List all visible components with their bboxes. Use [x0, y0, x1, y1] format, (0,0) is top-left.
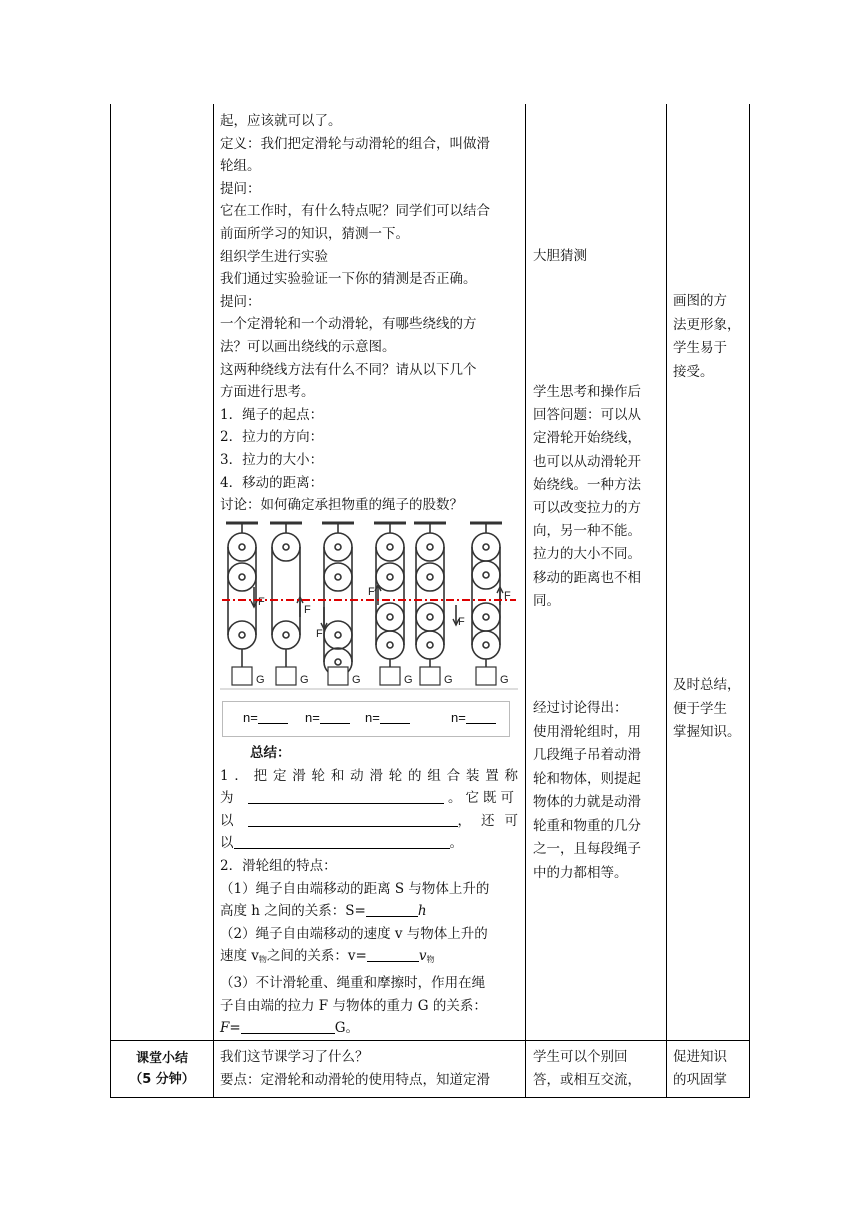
text-line: 方面进行思考。	[220, 384, 315, 401]
text-line: 定滑轮开始绕线，	[533, 430, 641, 447]
text-line: 接受。	[673, 363, 714, 380]
moving-pulley-icon	[472, 603, 500, 631]
text-line: 前面所学习的知识，猜测一下。	[220, 225, 409, 242]
fixed-pulley-icon	[324, 563, 352, 591]
fixed-pulley-icon	[228, 533, 256, 561]
text-fragment: 速度 v	[220, 948, 259, 965]
pulley-axle	[239, 632, 245, 638]
pulley-axle	[335, 659, 341, 665]
fill-blank	[366, 902, 418, 917]
fill-blank	[248, 789, 444, 804]
moving-pulley-icon	[416, 603, 444, 631]
text-line: 讨论：如何确定承担物重的绳子的股数？	[220, 497, 463, 514]
pulley-axle	[283, 632, 289, 638]
pulley-axle	[335, 574, 341, 580]
text-line: 物体的力就是动滑	[533, 794, 641, 810]
pulley-axle	[427, 642, 433, 648]
pulley-axle	[483, 642, 489, 648]
text-line: 拉力的大小不同。	[533, 546, 641, 563]
text-fragment: 以	[220, 812, 234, 829]
student-activity-guess	[533, 245, 587, 268]
text-fragment: 。它既可	[448, 790, 518, 807]
design-intent-drawing	[673, 290, 741, 384]
pulley-axle	[427, 544, 433, 550]
pulley-axle	[427, 574, 433, 580]
moving-pulley-icon	[472, 631, 500, 659]
teacher-activity-text	[220, 110, 520, 517]
table-divider-1	[213, 104, 214, 1098]
text-line: 这两种绕线方法有什么不同？请从以下几个	[220, 361, 477, 378]
subscript: 物	[426, 955, 435, 965]
summary-item-1-line2	[220, 787, 518, 810]
text-line: 回答问题：可以从	[533, 407, 641, 424]
table-divider-3	[666, 104, 667, 1098]
pulley-axle	[239, 544, 245, 550]
text-line: 经过讨论得出：	[533, 700, 628, 716]
text-fragment: G。	[334, 1020, 359, 1037]
student-activity-answer	[533, 381, 641, 613]
teacher-activity-recap	[220, 1046, 490, 1091]
pulley-axle	[483, 614, 489, 620]
text-fragment: ，还可	[457, 812, 528, 829]
load-block-icon	[420, 667, 440, 685]
force-label: F	[458, 616, 465, 628]
force-label: F	[258, 596, 265, 608]
text-line: 促进知识	[673, 1049, 727, 1065]
load-block-icon	[232, 667, 252, 685]
answer-blank	[466, 711, 496, 724]
text-line: 1．绳子的起点：	[220, 406, 324, 423]
fill-blank	[248, 812, 458, 827]
text-line: 轮和物体，则提起	[533, 770, 641, 787]
text-line: 2．拉力的方向：	[220, 429, 324, 446]
load-block-icon	[276, 667, 296, 685]
text-line: 可以改变拉力的方	[533, 500, 641, 517]
answer-blank	[258, 711, 288, 724]
text-line: 轮组。	[220, 158, 261, 175]
force-label: F	[304, 604, 311, 616]
text-line: 它在工作时，有什么特点呢？同学们可以结合	[220, 203, 490, 220]
text-line: 掌握知识。	[673, 724, 741, 740]
pulley-axle	[239, 574, 245, 580]
summary-item-2: 2．滑轮组的特点：	[220, 857, 337, 874]
weight-label: G	[352, 674, 361, 686]
n-label: n=	[365, 710, 380, 725]
text-line: 我们通过实验验证一下你的猜测是否正确。	[220, 271, 477, 288]
stage-title: 课堂小结	[135, 1051, 188, 1066]
pulley-axle	[387, 642, 393, 648]
text-line: 便于学生	[673, 700, 727, 717]
text-line: 移动的距离也不相	[533, 569, 641, 586]
row-divider	[110, 1040, 750, 1041]
moving-pulley-icon	[416, 631, 444, 659]
pulley-axle	[335, 544, 341, 550]
text-fragment: 。	[449, 835, 463, 852]
weight-label: G	[404, 674, 413, 686]
text-fragment: h	[417, 903, 427, 920]
text-line: 及时总结，	[673, 677, 741, 693]
feature-3-line1: （3）不计滑轮重、绳重和摩擦时，作用在绳	[220, 974, 486, 991]
text-line: 中的力都相等。	[533, 864, 628, 881]
summary-item-1-line4	[220, 832, 518, 855]
moving-pulley-icon	[376, 603, 404, 631]
force-label: F	[316, 628, 323, 640]
text-line: 我们这节课学习了什么？	[220, 1049, 369, 1065]
fixed-pulley-icon	[472, 533, 500, 561]
feature-1-line2	[220, 900, 518, 923]
pulley-axle	[427, 614, 433, 620]
text-fragment: v	[418, 948, 427, 965]
text-line: 学生可以个别回	[533, 1049, 628, 1065]
text-line: 大胆猜测	[533, 248, 587, 264]
summary-title: 总结：	[250, 745, 291, 761]
feature-3-line3	[220, 1017, 518, 1040]
text-line: 4．移动的距离：	[220, 474, 324, 491]
text-line: 法更形象，	[673, 316, 741, 333]
design-intent-summary	[673, 674, 741, 745]
table-border-right	[749, 104, 750, 1098]
text-line: 法？可以画出绕线的示意图。	[220, 338, 396, 355]
text-line: 组织学生进行实验	[220, 248, 328, 265]
force-label: F	[504, 590, 511, 602]
table-border-left	[110, 104, 111, 1098]
fill-blank	[234, 834, 450, 849]
weight-label: G	[300, 674, 309, 686]
moving-pulley-icon	[324, 621, 352, 649]
text-line: 提问：	[220, 180, 261, 197]
load-block-icon	[328, 667, 348, 685]
table-border-bottom	[110, 1097, 750, 1098]
feature-1-line1: （1）绳子自由端移动的距离 S 与物体上升的	[220, 880, 490, 897]
pulley-axle	[387, 614, 393, 620]
stage-duration: （5 分钟）	[129, 1072, 195, 1087]
text-line: 提问：	[220, 293, 261, 310]
load-block-icon	[476, 667, 496, 685]
text-line: 也可以从动滑轮开	[533, 453, 641, 470]
text-line: 的巩固掌	[673, 1071, 727, 1088]
feature-3-line2: 子自由端的拉力 F 与物体的重力 G 的关系：	[220, 997, 487, 1014]
text-fragment: 之间的关系：v=	[266, 948, 367, 965]
text-line: 始绕线。一种方法	[533, 476, 641, 493]
text-line: 定义：我们把定滑轮与动滑轮的组合，叫做滑	[220, 135, 490, 152]
rope-count-answer-row	[222, 701, 510, 737]
feature-2-line2	[220, 945, 518, 972]
summary-item-1-line3	[220, 810, 528, 833]
answer-blank	[380, 711, 410, 724]
summary-section	[220, 742, 528, 1040]
text-line: 向，另一种不能。	[533, 523, 641, 540]
moving-pulley-icon	[228, 621, 256, 649]
feature-2-line1: （2）绳子自由端移动的速度 v 与物体上升的	[220, 925, 488, 942]
text-fragment: 以	[220, 835, 234, 852]
moving-pulley-icon	[376, 631, 404, 659]
moving-pulley-icon	[272, 621, 300, 649]
n-label: n=	[451, 710, 466, 725]
student-activity-conclusion	[533, 697, 641, 885]
text-line: 学生思考和操作后	[533, 384, 641, 400]
table-divider-2	[525, 104, 526, 1098]
fixed-pulley-icon	[272, 533, 300, 561]
weight-label: G	[444, 674, 453, 686]
fill-blank	[241, 1019, 335, 1034]
text-line: 一个定滑轮和一个动滑轮，有哪些绕线的方	[220, 316, 477, 333]
design-intent-recap	[673, 1046, 727, 1091]
fixed-pulley-icon	[324, 533, 352, 561]
n-label: n=	[305, 710, 320, 725]
subscript: 物	[258, 955, 267, 965]
student-activity-recap	[533, 1046, 641, 1091]
text-line: 几段绳子吊着动滑	[533, 747, 641, 763]
text-line: 画图的方	[673, 293, 727, 309]
text-line: 要点：定滑轮和动滑轮的使用特点，知道定滑	[220, 1071, 490, 1088]
summary-item-1: 1．把定滑轮和动滑轮的组合装置称	[220, 767, 518, 784]
pulley-axle	[335, 632, 341, 638]
text-line: 轮重和物重的几分	[533, 817, 641, 834]
stage-label	[110, 1048, 214, 1090]
n-label: n=	[243, 710, 258, 725]
weight-label: G	[256, 674, 265, 686]
text-line: 3．拉力的大小：	[220, 451, 324, 468]
load-block-icon	[380, 667, 400, 685]
pulley-axle	[387, 544, 393, 550]
answer-blank	[320, 711, 350, 724]
force-label: F	[368, 586, 375, 598]
pulley-systems-figure	[220, 517, 518, 692]
text-line: 使用滑轮组时，用	[533, 723, 641, 740]
fill-blank	[367, 947, 419, 962]
text-fragment: 高度 h 之间的关系：S=	[220, 903, 366, 920]
pulley-axle	[483, 572, 489, 578]
text-line: 学生易于	[673, 340, 727, 356]
text-fragment: F=	[220, 1020, 241, 1037]
text-line: 答，或相互交流，	[533, 1071, 641, 1088]
pulley-axle	[387, 574, 393, 580]
text-line: 起，应该就可以了。	[220, 113, 342, 129]
fixed-pulley-icon	[416, 563, 444, 591]
weight-label: G	[500, 674, 509, 686]
fixed-pulley-icon	[472, 561, 500, 589]
text-line: 之一，且每段绳子	[533, 841, 641, 857]
fixed-pulley-icon	[376, 533, 404, 561]
pulley-axle	[283, 544, 289, 550]
pulley-axle	[483, 544, 489, 550]
fixed-pulley-icon	[228, 563, 256, 591]
fixed-pulley-icon	[376, 563, 404, 591]
text-line: 同。	[533, 592, 560, 609]
text-fragment: 为	[220, 790, 234, 807]
fixed-pulley-icon	[416, 533, 444, 561]
